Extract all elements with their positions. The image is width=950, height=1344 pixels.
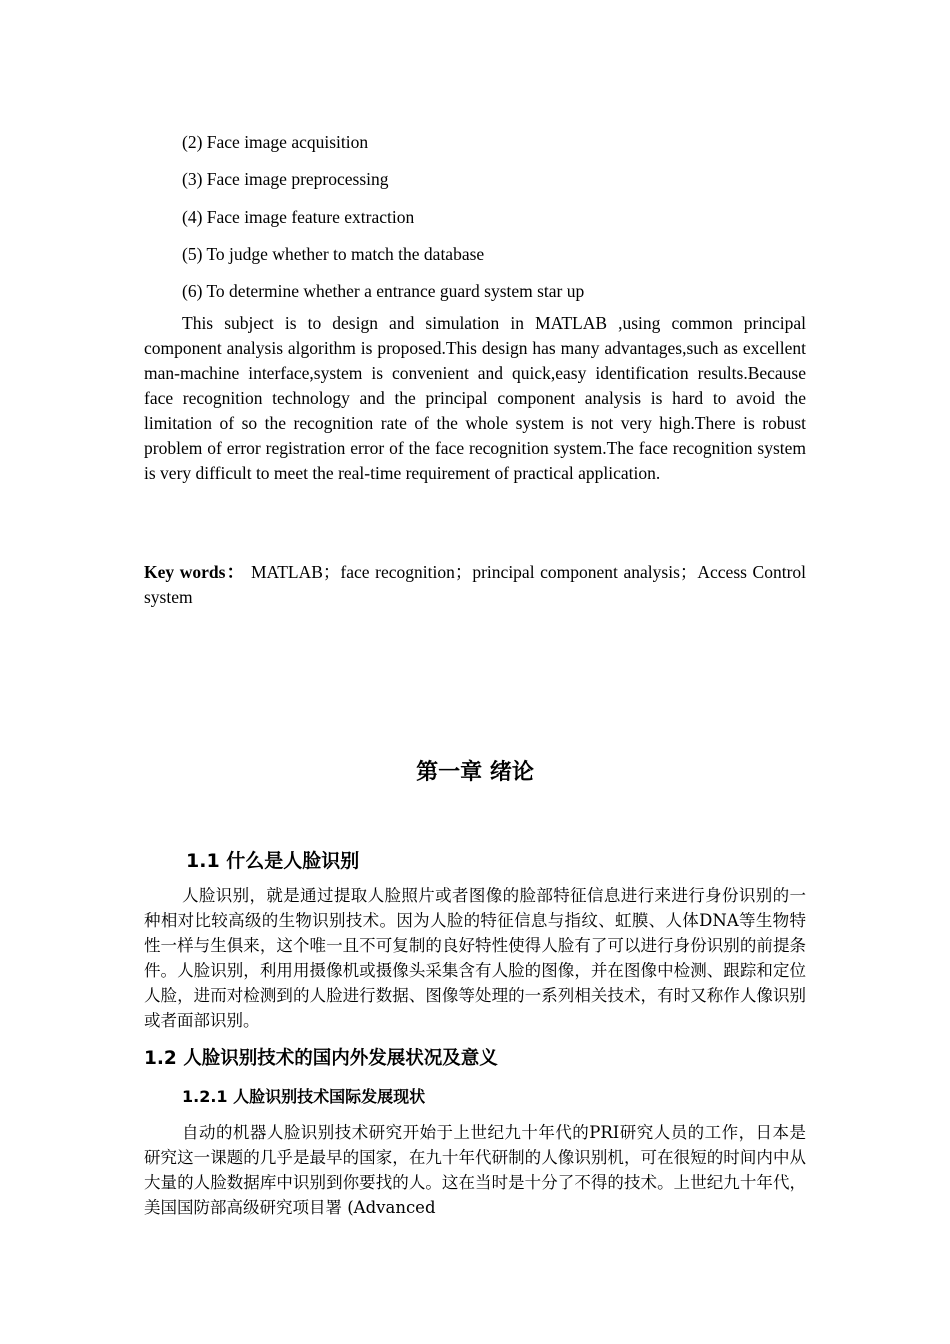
list-item: (4) Face image feature extraction — [182, 206, 415, 227]
list-item: (6) To determine whether a entrance guard system star up — [182, 281, 585, 302]
list-item: (3) Face image preprocessing — [182, 169, 389, 190]
list-item: (5) To judge whether to match the database — [182, 243, 485, 264]
section-1-2-1-heading: 1.2.1 人脸识别技术国际发展现状 — [182, 1087, 426, 1106]
section-1-1-paragraph: 人脸识别，就是通过提取人脸照片或者图像的脸部特征信息进行来进行身份识别的一种相对比较高级的生物识别技术。因为人脸的特征信息与指纹、虹膜、人体DNA等生物特性一样与生俱来，这个唯一且不可复制的良好特性使得人脸有了可以进行身份识别的前提条件。人脸识别，利用用摄像机或摄像头采集含有人脸的图像，并在图像中检测、跟踪和定位人脸，进而对检测到的人脸进行数据、图像等处理的一系列相关技术，有时又称作人像识别或者面部识别。 — [144, 886, 806, 1030]
section-1-2-1-paragraph: 自动的机器人脸识别技术研究开始于上世纪九十年代的PRI研究人员的工作，日本是研究这一课题的几乎是最早的国家，在九十年代研制的人像识别机，可在很短的时间内中从大量的人脸数据库中识别到你要找的人。这在当时是十分了不得的技术。上世纪九十年代，美国国防部高级研究项目署 (Advanced — [144, 1123, 806, 1217]
process-step-list — [182, 124, 822, 310]
chapter-title: 第一章 绪论 — [416, 760, 534, 785]
keywords-label: Key words： — [144, 562, 246, 582]
list-item: (2) Face image acquisition — [182, 132, 369, 152]
section-1-2-heading: 1.2 人脸识别技术的国内外发展状况及意义 — [144, 1048, 498, 1069]
keywords-line — [144, 560, 806, 610]
keywords-text: MATLAB；face recognition；principal component analysis；Access Control system — [144, 562, 807, 607]
abstract-paragraph: This subject is to design and simulation in MATLAB ,using common principal component analysis algorithm is proposed.This design has many advantages,such as excellent man-machine interface,system is convenient and quick,easy identification results.Because face recognition technology and the principal component analysis is hard to avoid the limitation of so the recognition rate of the whole system is not very high.There is robust problem of error registration error of the face recognition system.The face recognition system is very difficult to meet the real-time requirement of practical application. — [144, 313, 806, 483]
section-1-1-heading: 1.1 什么是人脸识别 — [186, 850, 360, 872]
